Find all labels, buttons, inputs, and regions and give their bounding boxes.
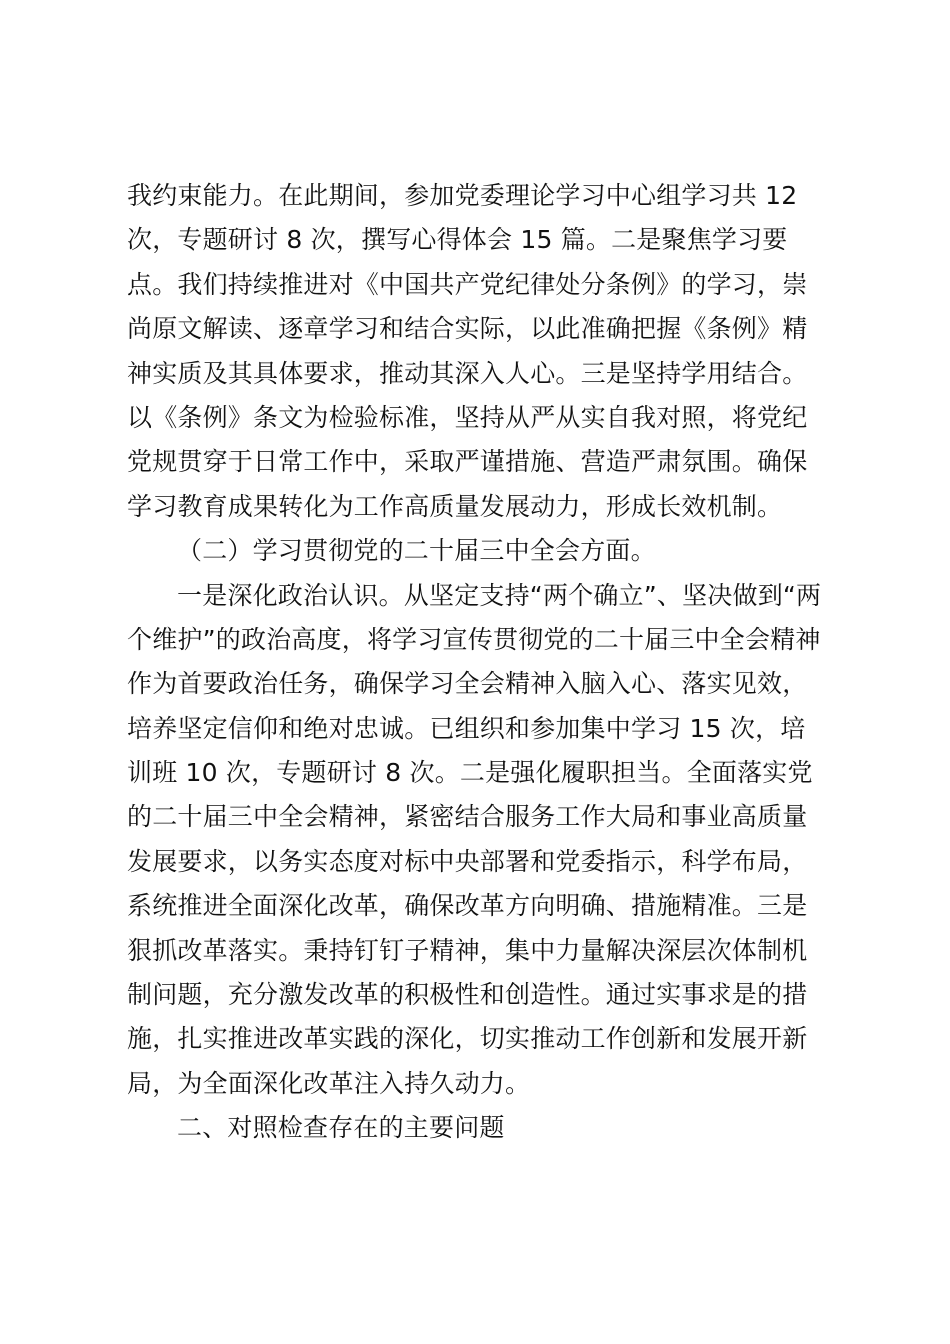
text-line: 系统推进全面深化改革，确保改革方向明确、措施精准。三是 — [127, 891, 808, 921]
text-line: 制问题，充分激发改革的积极性和创造性。通过实事求是的措 — [127, 980, 808, 1010]
text-line: 点。我们持续推进对《中国共产党纪律处分条例》的学习，崇 — [127, 269, 808, 299]
text-line: 个维护”的政治高度，将学习宣传贯彻党的二十届三中全会精神 — [127, 624, 821, 654]
text-line: 神实质及其具体要求，推动其深入人心。三是坚持学用结合。 — [127, 358, 808, 388]
text-line: 以《条例》条文为检验标准，坚持从严从实自我对照，将党纪 — [127, 402, 808, 432]
text-line: 党规贯穿于日常工作中，采取严谨措施、营造严肃氛围。确保 — [127, 447, 808, 477]
text-line: 我约束能力。在此期间，参加党委理论学习中心组学习共 12 — [127, 181, 798, 210]
text-line: 局，为全面深化改革注入持久动力。 — [127, 1068, 531, 1098]
text-line: 狠抓改革落实。秉持钉钉子精神，集中力量解决深层次体制机 — [127, 935, 808, 965]
section-heading: （二）学习贯彻党的二十届三中全会方面。 — [177, 536, 656, 566]
text-line: 次，专题研讨 8 次，撰写心得体会 15 篇。二是聚焦学习要 — [127, 225, 788, 255]
text-line: 施，扎实推进改革实践的深化，切实推动工作创新和发展开新 — [127, 1024, 808, 1054]
text-line: 的二十届三中全会精神，紧密结合服务工作大局和事业高质量 — [127, 802, 808, 832]
text-line: 发展要求，以务实态度对标中央部署和党委指示，科学布局， — [127, 846, 808, 876]
text-line: 培养坚定信仰和绝对忠诚。已组织和参加集中学习 15 次，培 — [127, 713, 806, 743]
text-line: 学习教育成果转化为工作高质量发展动力，形成长效机制。 — [127, 491, 783, 521]
section-heading: 二、对照检查存在的主要问题 — [177, 1113, 505, 1143]
document-body — [127, 174, 827, 1151]
text-line: 作为首要政治任务，确保学习全会精神入脑入心、落实见效， — [127, 669, 808, 699]
paragraph-start-line: 一是深化政治认识。从坚定支持“两个确立”、坚决做到“两 — [177, 580, 822, 610]
text-line: 训班 10 次，专题研讨 8 次。二是强化履职担当。全面落实党 — [127, 758, 813, 788]
text-line: 尚原文解读、逐章学习和结合实际，以此准确把握《条例》精 — [127, 314, 808, 344]
